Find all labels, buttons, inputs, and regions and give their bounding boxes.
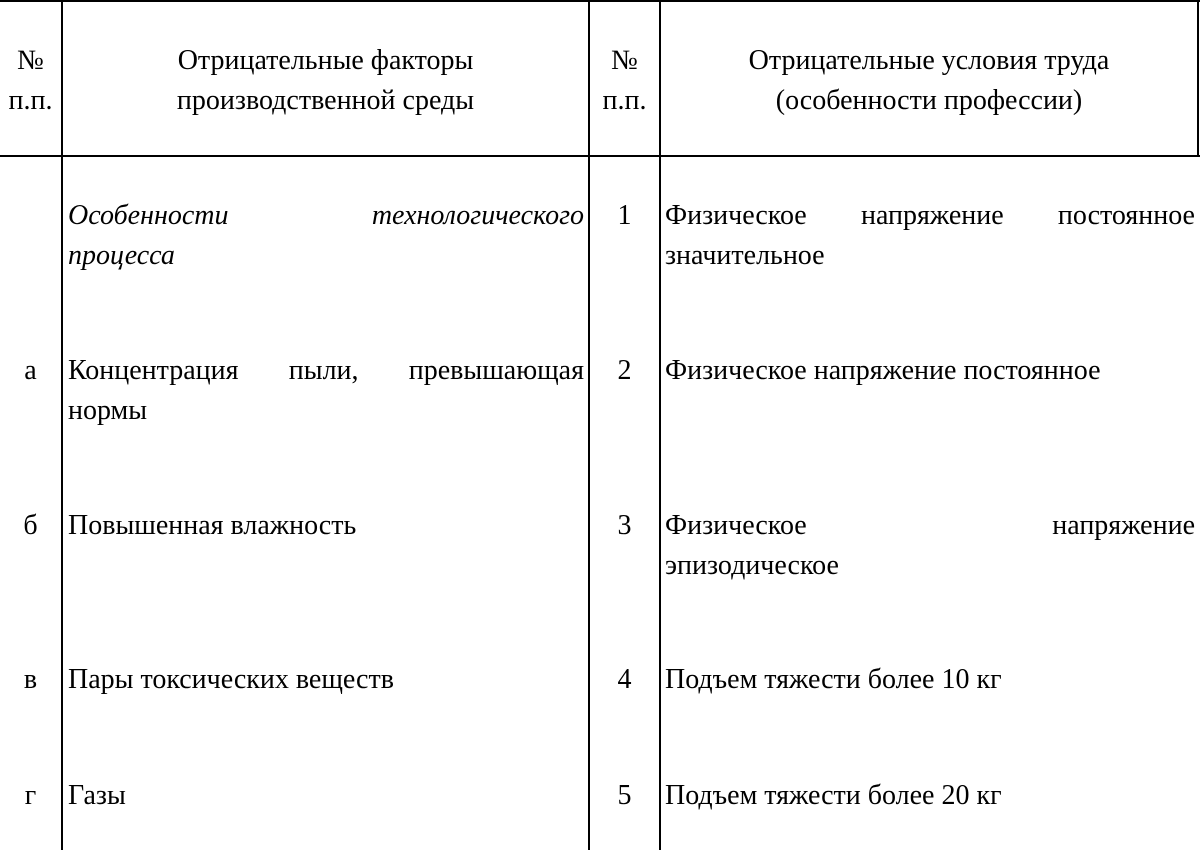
row-number: 3 xyxy=(617,510,632,541)
factor-cell xyxy=(68,660,584,700)
row-letter: б xyxy=(23,510,38,541)
factor-line: нормы xyxy=(68,395,148,426)
factor-line: Концентрация пыли, превышающая xyxy=(68,355,584,386)
header-negative-conditions: Отрицательные условия труда (особенности профессии) xyxy=(748,45,1110,116)
row-letter: г xyxy=(24,780,37,811)
header-number-factors: № п.п. xyxy=(8,45,53,116)
column-divider-4 xyxy=(1197,0,1199,157)
row-number: 5 xyxy=(617,780,632,811)
header-negative-factors: Отрицательные факторы производственной среды xyxy=(176,45,475,116)
factor-cell xyxy=(68,351,584,431)
condition-cell xyxy=(665,351,1195,391)
column-divider-3 xyxy=(659,0,661,850)
condition-cell xyxy=(665,660,1195,700)
header-number-conditions: № п.п. xyxy=(602,45,647,116)
condition-line: Физическое напряжение постоянное xyxy=(665,200,1195,231)
row-number: 2 xyxy=(617,355,632,386)
row-number: 4 xyxy=(617,664,632,695)
factor-line: процесса xyxy=(68,240,175,271)
condition-cell xyxy=(665,776,1195,816)
header-divider xyxy=(0,155,1200,157)
table-top-border xyxy=(0,0,1200,2)
column-divider-1 xyxy=(61,0,63,850)
condition-cell xyxy=(665,506,1195,586)
factor-line: Повышенная влажность xyxy=(68,510,357,541)
row-number: 1 xyxy=(617,200,632,231)
factor-line: Газы xyxy=(68,780,126,811)
row-letter: в xyxy=(23,664,38,695)
factor-cell xyxy=(68,196,584,276)
condition-line: Физическое напряжение постоянное xyxy=(665,355,1101,386)
factor-line: Особенности технологического xyxy=(68,200,584,231)
row-letter: а xyxy=(24,355,37,386)
factor-cell xyxy=(68,776,584,816)
condition-line: значительное xyxy=(665,240,825,271)
condition-line: Подъем тяжести более 20 кг xyxy=(665,780,1002,811)
condition-line: эпизодическое xyxy=(665,550,839,581)
factor-line: Пары токсических веществ xyxy=(68,664,394,695)
condition-line: Подъем тяжести более 10 кг xyxy=(665,664,1002,695)
factor-cell xyxy=(68,506,584,546)
column-divider-2 xyxy=(588,0,590,850)
condition-cell xyxy=(665,196,1195,276)
condition-line: Физическое напряжение xyxy=(665,510,1195,541)
